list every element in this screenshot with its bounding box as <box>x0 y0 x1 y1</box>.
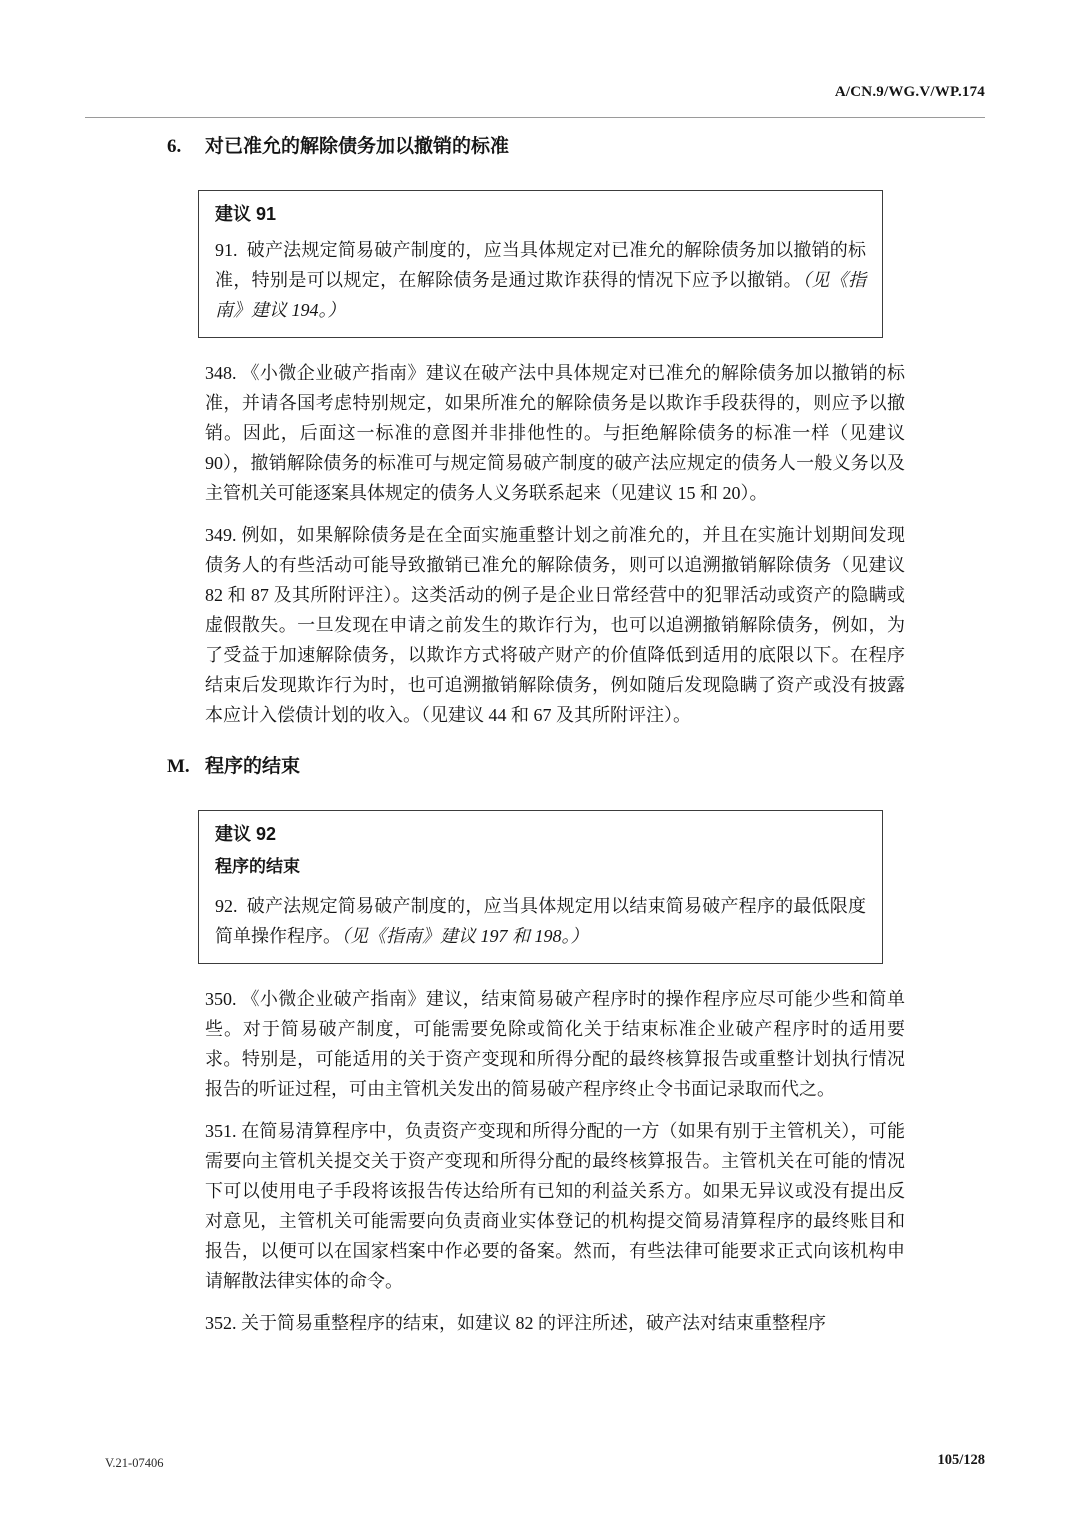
paragraph-351: 351. 在简易清算程序中，负责资产变现和所得分配的一方（如果有别于主管机关），可能需要向主管机关提交关于资产变现和所得分配的最终核算报告。主管机关在可能的情况下可以使用电子手段将该报告传达给所有已知的利益关系方。如果无异议或没有提出反对意见，主管机关可能需要向负责商业实体登记的机构提交简易清算程序的最终账目和报告，以便可以在国家档案中作必要的备案。然而，有些法律可能要求正式向该机构申请解散法律实体的命令。 <box>205 1121 905 1291</box>
recommendation-92-title: 建议 92 <box>215 824 277 844</box>
recommendation-91-box <box>198 190 883 338</box>
recommendation-91-body: 91. 破产法规定简易破产制度的，应当具体规定对已准允的解除债务加以撤销的标准，特别是可以规定，在解除债务是通过欺诈获得的情况下应予以撤销。 <box>215 240 866 290</box>
paragraph-350: 350. 《小微企业破产指南》建议，结束简易破产程序时的操作程序应尽可能少些和简单些。对于简易破产制度，可能需要免除或简化关于结束标准企业破产程序时的适用要求。特别是，可能适用的关于资产变现和所得分配的最终核算报告或重整计划执行情况报告的听证过程，可由主管机关发出的简易破产程序终止令书面记录取而代之。 <box>205 989 905 1099</box>
footer-job-number: V.21-07406 <box>105 1456 164 1470</box>
paragraph-352: 352. 关于简易重整程序的结束，如建议 82 的评注所述，破产法对结束重整程序 <box>205 1313 826 1333</box>
paragraph-348: 348. 《小微企业破产指南》建议在破产法中具体规定对已准允的解除债务加以撤销的标准，并请各国考虑特别规定，如果所准允的解除债务是以欺诈手段获得的，则应予以撤销。因此，后面这一标准的意图并非排他性的。与拒绝解除债务的标准一样（见建议 90），撤销解除债务的标准可与规定简易破产制度的破产法应规定的债务人一般义务以及主管机关可能逐案具体规定的债务人义务联系起来（见建议 15 和 20）。 <box>205 363 905 503</box>
section-m-number: M. <box>167 756 190 777</box>
section-6-heading <box>167 134 905 160</box>
recommendation-91-text <box>215 235 866 325</box>
section-m-heading <box>167 754 905 780</box>
document-symbol: A/CN.9/WG.V/WP.174 <box>834 84 985 100</box>
section-m-title: 程序的结束 <box>205 756 301 777</box>
section-6-title: 对已准允的解除债务加以撤销的标准 <box>205 136 510 157</box>
page-content <box>167 128 905 1338</box>
recommendation-92-text <box>215 891 866 951</box>
section-6-number: 6. <box>167 136 182 157</box>
header-divider <box>85 117 985 118</box>
paragraph-349: 349. 例如，如果解除债务是在全面实施重整计划之前准允的，并且在实施计划期间发现债务人的有些活动可能导致撤销已准允的解除债务，则可以追溯撤销解除债务（见建议 82 和 87 及其所附评注）。这类活动的例子是企业日常经营中的犯罪活动或资产的隐瞒或虚假散失。一旦发现在申请之前发生的欺诈行为，也可以追溯撤销解除债务，例如，为了受益于加速解除债务，以欺诈方式将破产财产的价值降低到适用的底限以下。在程序结束后发现欺诈行为时，也可追溯撤销解除债务，例如随后发现隐瞒了资产或没有披露本应计入偿债计划的收入。（见建议 44 和 67 及其所附评注）。 <box>205 525 905 725</box>
recommendation-91-title: 建议 91 <box>215 204 277 224</box>
footer-page-number: 105/128 <box>937 1452 985 1468</box>
recommendation-92-body: 92. 破产法规定简易破产制度的，应当具体规定用以结束简易破产程序的最低限度简单操作程序。 <box>215 896 866 946</box>
recommendation-92-subtitle: 程序的结束 <box>215 857 300 876</box>
recommendation-91-citation: （见《指南》建议 194。） <box>215 270 866 320</box>
recommendation-92-box <box>198 810 883 964</box>
recommendation-92-citation: （见《指南》建议 197 和 198。） <box>341 926 589 946</box>
